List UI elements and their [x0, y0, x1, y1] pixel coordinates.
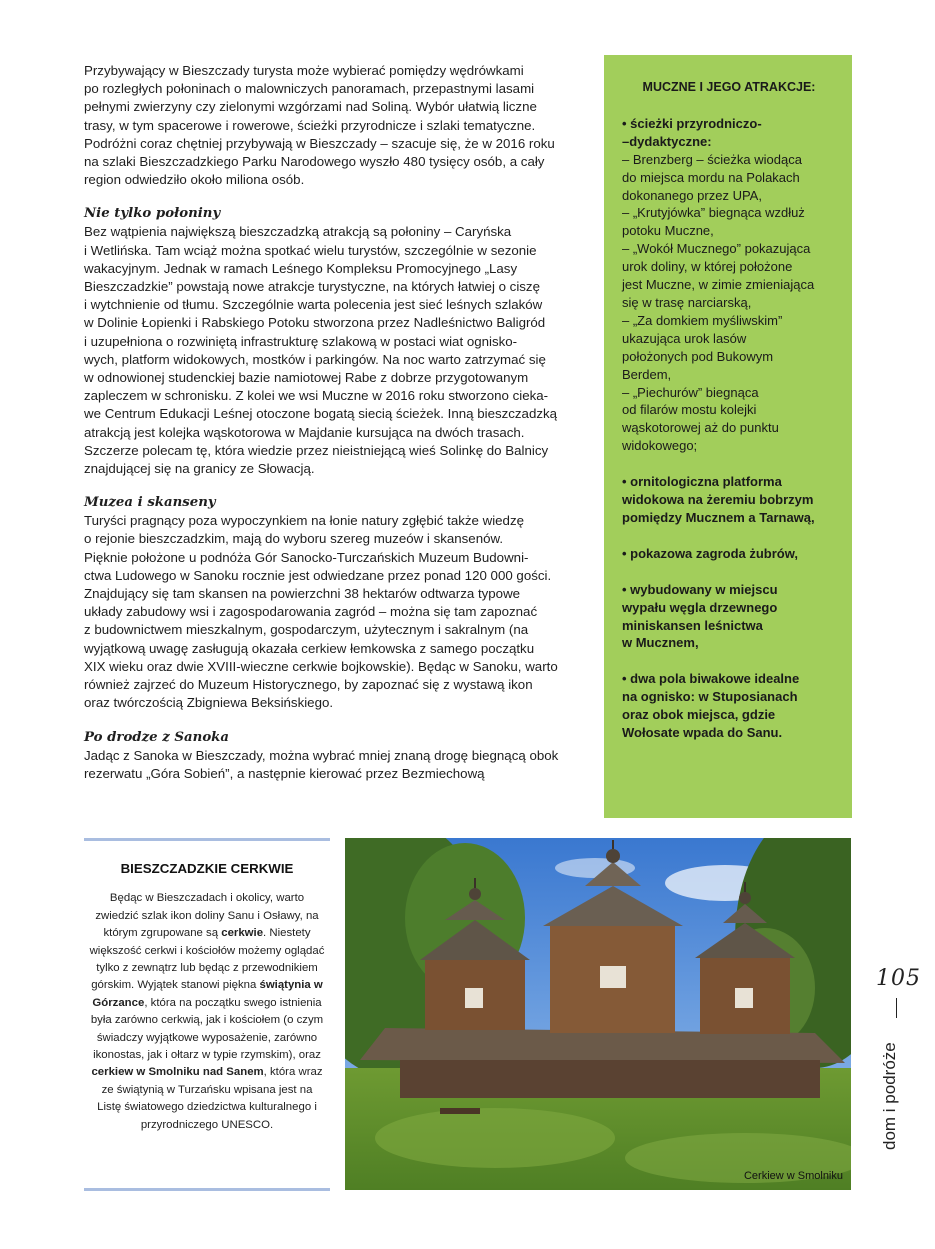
paragraph-muzea: Turyści pragnący poza wypoczynkiem na łonie natury zgłębić także wiedzę o rejonie bieszczadzkim, mają do wyboru szereg muzeów i skansenów. Pięknie położone u podnóża Gór Sanocko-Turczańskich Muzeum Budowni- ctwa Ludowego w Sanoku rocznie jest odwiedzane przez ponad 120 000 gości. Znajdujący się tam skansen na powierzchni 38 hektarów odtwarza typowe układy zabudowy wsi i zagospodarowania zagród – można się tam zapoznać z budownictwem mieszkalnym, gospodarczym, użytecznym i sakralnym (na wyjątkową uwagę zasługują okazała cerkiew łemkowska z samego początku XIX wieku oraz dwie XVIII-wieczne cerkwie bojkowskie). Będąc w Sanoku, warto również zajrzeć do Muzeum Historycznego, by zapoznać się z wystawą ikon oraz twórczością Zbigniewa Beksińskiego. [84, 513, 558, 711]
photo-caption: Cerkiew w Smolniku [743, 1170, 843, 1182]
section-label: dom i podróże [880, 1042, 899, 1150]
list-item-skansen: • wybudowany w miejscu wypału węgla drzewnego miniskansen leśnictwa w Mucznem, [622, 581, 778, 651]
list-item-camping: • dwa pola biwakowe idealne na ognisko: w Stuposianach oraz obok miejsca, gdzie Wołosate wpada do Sanu. [622, 671, 800, 741]
sidebar-title: MUCZNE I JEGO ATRAKCJE: [642, 80, 816, 94]
list-item-paths-details: – Brenzberg – ścieżka wiodąca do miejsca mordu na Polakach dokonanego przez UPA, – „Krutyjówka” biegnąca wzdłuż potoku Muczne, – „Wokół Mucznego” pokazująca urok doliny, w której położone jest Muczne, w zimie zmieniająca się w trasę narciarską, – „Za domkiem myśliwskim” ukazująca urok lasów położonych pod Bukowym Berdem, – „Piechurów” biegnąca od filarów mostu kolejki wąskotorowej aż do punktu widokowego; [622, 151, 815, 454]
paragraph-intro: Przybywający w Bieszczady turysta może wybierać pomiędzy wędrówkami po rozległych połoninach o malowniczych panoramach, przepastnymi lasami pełnymi zwierzyny czy zielonymi wzgórzami nad Soliną. Wybór ułatwią liczne trasy, w tym spacerowe i rowerowe, ścieżki przyrodnicze i szlaki tematyczne. Podróżni coraz chętniej przybywają w Bieszczady – szacuje się, że w 2016 roku na szlaki Bieszczadzkiego Parku Narodowego wyszło 480 tysięcy osób, a cały region odwiedziło około miliona osób. [84, 63, 555, 188]
cerkwie-title: BIESZCZADZKIE CERKWIE [120, 861, 294, 876]
subheading-muzea: Muzea i skanseny [84, 495, 216, 511]
paragraph-sanok: Jadąc z Sanoka w Bieszczady, można wybrać mniej znaną drogę biegnącą obok rezerwatu „Góra Sobień”, a następnie kierować przez Bezmiechową [84, 747, 559, 781]
page-number: 105 [876, 966, 921, 991]
sidebar-muczne [604, 55, 852, 818]
subheading-poloniny: Nie tylko połoniny [84, 206, 221, 222]
subheading-sanok: Po drodze z Sanoka [84, 729, 230, 745]
cerkwie-text: Będąc w Bieszczadach i okolicy, warto zwiedzić szlak ikon doliny Sanu i Osławy, na którym zgrupowane są cerkwie. Niestety większość cerkwi i kościołów możemy oglądać tylko z zewnątrz lub będąc z przewodnikiem górskim. Wyjątek stanowi piękna świątynia w Górzance, która na początku swego istnienia była zarówno cerkwią, jak i kościołem (o czym świadczy wyjątkowe wyposażenie, zarówno ikonostas, jak i ołtarz w typie rzymskim), oraz cerkiew w Smolniku nad Sanem, która wraz ze świątynią w Turzańsku wpisana jest na Listę światowego dziedzictwa kulturalnego i przyrodniczego UNESCO. [89, 892, 325, 1131]
box-bottom-rule [84, 1188, 330, 1191]
church-photo [345, 838, 851, 1190]
paragraph-poloniny: Bez wątpienia największą bieszczadzką atrakcją są połoniny – Caryńska i Wetlińska. Tam wciąż można spotkać wielu turystów, szczególnie w sezonie wakacyjnym. Jednak w ramach Leśnego Kompleksu Promocyjnego „Lasy Bieszczadzkie” powstają nowe atrakcje turystyczne, na których łatwiej o ciszę i wytchnienie od tłumu. Szczególnie warta polecenia jest sieć leśnych szlaków w Dolinie Łopienki i Rabskiego Potoku stworzona przez Nadleśnictwo Baligród i uzupełniona o rozwiniętą infrastrukturę szlakową w postaci wiat ognisko- wych, platform widokowych, mostków i parkingów. Na noc warto zatrzymać się w odnowionej studenckiej bazie namiotowej Rabe z dobrze przygotowanym zapleczem w schronisku. Z kolei we wsi Muczne w 2016 roku stworzono cieka- we Centrum Edukacji Leśnej otoczone bogatą siecią ścieżek. Inną bieszczadzką atrakcją jest kolejka wąskotorowa w Majdanie kursująca na dwóch trasach. Szczerze polecam tę, która wiedzie przez nieistniejącą wieś Solinkę do Balnicy znajdującej się na granicy ze Słowacją. [84, 224, 558, 477]
list-item-platform: • ornitologiczna platforma widokowa na żeremiu bobrzym pomiędzy Mucznem a Tarnawą, [622, 474, 815, 525]
box-top-rule [84, 838, 330, 841]
list-item-bison: • pokazowa zagroda żubrów, [622, 545, 798, 561]
page-divider [896, 998, 897, 1018]
cerkwie-box [84, 846, 330, 1134]
article-body [84, 62, 594, 783]
list-item-paths: • ścieżki przyrodniczo- –dydaktyczne: [622, 115, 762, 149]
church-illustration [345, 838, 851, 1190]
